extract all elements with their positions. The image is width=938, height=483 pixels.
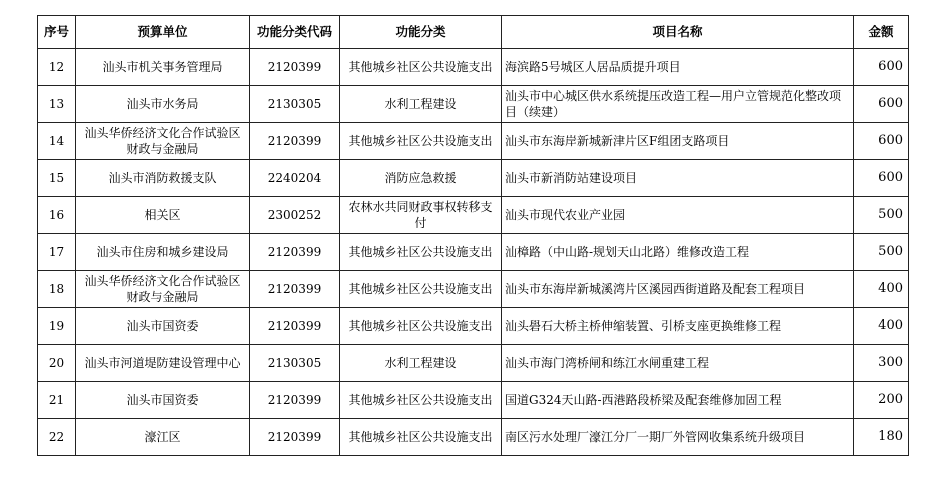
- cell-amount: 600: [854, 49, 909, 86]
- cell-project-name: 国道G324天山路-西港路段桥梁及配套维修加固工程: [502, 382, 854, 419]
- table-row: [38, 49, 909, 86]
- cell-function-category: 其他城乡社区公共设施支出: [340, 234, 502, 271]
- cell-budget-unit: 汕头华侨经济文化合作试验区财政与金融局: [76, 123, 250, 160]
- budget-project-table: [37, 15, 909, 456]
- cell-function-category: 其他城乡社区公共设施支出: [340, 419, 502, 456]
- cell-project-name: 海滨路5号城区人居品质提升项目: [502, 49, 854, 86]
- header-amount: 金额: [854, 16, 909, 49]
- cell-amount: 300: [854, 345, 909, 382]
- cell-function-code: 2120399: [250, 49, 340, 86]
- table-row: [38, 419, 909, 456]
- cell-function-category: 其他城乡社区公共设施支出: [340, 123, 502, 160]
- cell-function-category: 其他城乡社区公共设施支出: [340, 382, 502, 419]
- table-row: [38, 123, 909, 160]
- cell-function-code: 2240204: [250, 160, 340, 197]
- cell-serial-number: 19: [38, 308, 76, 345]
- table-row: [38, 345, 909, 382]
- cell-amount: 400: [854, 308, 909, 345]
- table-body: [38, 49, 909, 456]
- cell-budget-unit: 汕头市水务局: [76, 86, 250, 123]
- cell-project-name: 汕头市东海岸新城新津片区F组团支路项目: [502, 123, 854, 160]
- header-budget-unit: 预算单位: [76, 16, 250, 49]
- cell-project-name: 汕头市海门湾桥闸和练江水闸重建工程: [502, 345, 854, 382]
- cell-serial-number: 22: [38, 419, 76, 456]
- cell-function-code: 2130305: [250, 86, 340, 123]
- table-row: [38, 234, 909, 271]
- cell-budget-unit: 汕头市机关事务管理局: [76, 49, 250, 86]
- cell-serial-number: 20: [38, 345, 76, 382]
- header-function-code: 功能分类代码: [250, 16, 340, 49]
- cell-serial-number: 14: [38, 123, 76, 160]
- cell-serial-number: 16: [38, 197, 76, 234]
- table-header-row: [38, 16, 909, 49]
- cell-amount: 600: [854, 123, 909, 160]
- header-serial-number: 序号: [38, 16, 76, 49]
- cell-amount: 180: [854, 419, 909, 456]
- cell-project-name: 汕头市现代农业产业园: [502, 197, 854, 234]
- cell-function-category: 水利工程建设: [340, 345, 502, 382]
- cell-function-code: 2120399: [250, 382, 340, 419]
- table-row: [38, 86, 909, 123]
- cell-serial-number: 15: [38, 160, 76, 197]
- table-row: [38, 382, 909, 419]
- cell-function-category: 水利工程建设: [340, 86, 502, 123]
- cell-budget-unit: 濠江区: [76, 419, 250, 456]
- cell-serial-number: 13: [38, 86, 76, 123]
- cell-amount: 400: [854, 271, 909, 308]
- cell-serial-number: 18: [38, 271, 76, 308]
- cell-amount: 200: [854, 382, 909, 419]
- budget-table-container: [37, 15, 909, 456]
- cell-project-name: 汕头市新消防站建设项目: [502, 160, 854, 197]
- cell-function-category: 其他城乡社区公共设施支出: [340, 49, 502, 86]
- cell-amount: 600: [854, 86, 909, 123]
- cell-serial-number: 12: [38, 49, 76, 86]
- cell-function-category: 其他城乡社区公共设施支出: [340, 308, 502, 345]
- cell-budget-unit: 汕头市消防救援支队: [76, 160, 250, 197]
- table-row: [38, 271, 909, 308]
- cell-function-code: 2120399: [250, 234, 340, 271]
- cell-amount: 500: [854, 197, 909, 234]
- cell-budget-unit: 汕头市住房和城乡建设局: [76, 234, 250, 271]
- cell-function-code: 2120399: [250, 271, 340, 308]
- table-row: [38, 160, 909, 197]
- cell-function-category: 其他城乡社区公共设施支出: [340, 271, 502, 308]
- cell-amount: 500: [854, 234, 909, 271]
- cell-function-code: 2120399: [250, 419, 340, 456]
- cell-budget-unit: 汕头市国资委: [76, 382, 250, 419]
- cell-project-name: 南区污水处理厂濠江分厂一期厂外管网收集系统升级项目: [502, 419, 854, 456]
- cell-function-code: 2130305: [250, 345, 340, 382]
- cell-project-name: 汕樟路（中山路-规划天山北路）维修改造工程: [502, 234, 854, 271]
- table-row: [38, 197, 909, 234]
- cell-serial-number: 21: [38, 382, 76, 419]
- header-project-name: 项目名称: [502, 16, 854, 49]
- cell-function-category: 农林水共同财政事权转移支付: [340, 197, 502, 234]
- cell-project-name: 汕头市东海岸新城溪湾片区溪园西街道路及配套工程项目: [502, 271, 854, 308]
- cell-budget-unit: 汕头华侨经济文化合作试验区财政与金融局: [76, 271, 250, 308]
- cell-budget-unit: 汕头市国资委: [76, 308, 250, 345]
- cell-function-code: 2120399: [250, 308, 340, 345]
- cell-function-code: 2300252: [250, 197, 340, 234]
- cell-amount: 600: [854, 160, 909, 197]
- cell-function-category: 消防应急救援: [340, 160, 502, 197]
- cell-budget-unit: 相关区: [76, 197, 250, 234]
- cell-project-name: 汕头市中心城区供水系统提压改造工程—用户立管规范化整改项目（续建）: [502, 86, 854, 123]
- table-row: [38, 308, 909, 345]
- header-function-category: 功能分类: [340, 16, 502, 49]
- cell-project-name: 汕头礐石大桥主桥伸缩装置、引桥支座更换维修工程: [502, 308, 854, 345]
- cell-function-code: 2120399: [250, 123, 340, 160]
- cell-budget-unit: 汕头市河道堤防建设管理中心: [76, 345, 250, 382]
- cell-serial-number: 17: [38, 234, 76, 271]
